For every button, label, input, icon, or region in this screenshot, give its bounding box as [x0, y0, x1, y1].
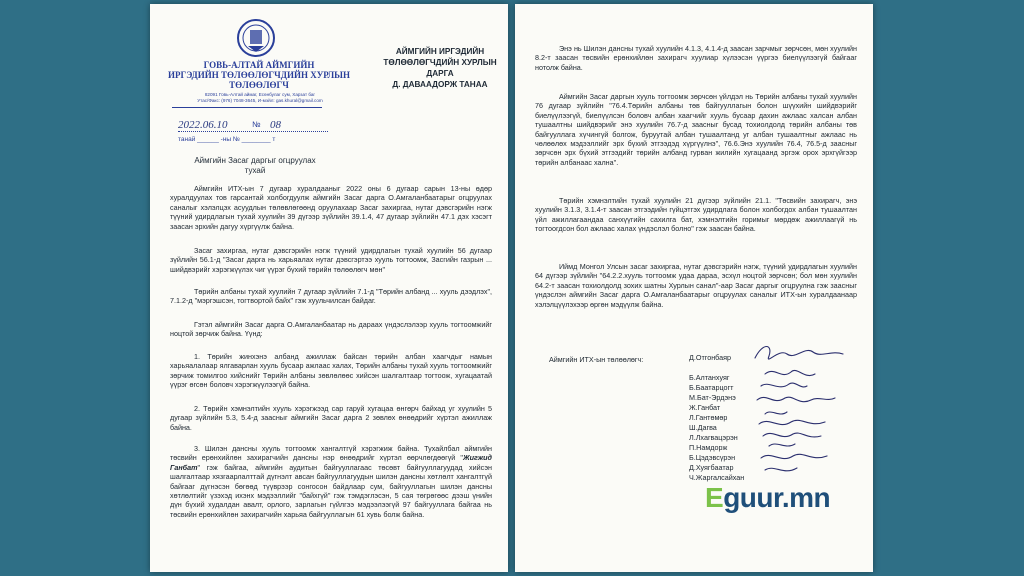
watermark-brand-rest: guur.mn — [723, 482, 831, 513]
signatory-name: Ш.Дагва — [689, 423, 717, 432]
signatory-name: Л.Лхагвацэрэн — [689, 433, 738, 442]
signatory-name: Д.Хуягбаатар — [689, 463, 734, 472]
org-line-2: ИРГЭДИЙН ТӨЛӨӨЛӨГЧДИЙН ХУРЛЫН — [167, 70, 350, 80]
handwritten-signatures — [735, 340, 855, 490]
signatory-name: Д.Отгонбаяр — [689, 353, 732, 362]
address-line-2: Утас/Факс: (976) 7048-3645, И-мэйл: gas.khural@gmail.com — [197, 98, 323, 103]
left-paragraph-6: 2. Төрийн хэмнэлтийн хууль хэрэгжээд сар гаруй хугацаа өнгөрч байхад уг хуулийн 5 дугаар зүйлийн 5.3, 5.4-д заасныг аймгийн Засаг дарга 2 зөвлөх өнөөдрийг хүртэл ажиллаж байна. — [170, 404, 492, 432]
addressee-line-2: ТӨЛӨӨЛӨГЧДИЙН ХУРЛЫН ДАРГА — [383, 58, 497, 78]
state-emblem-icon — [236, 18, 276, 58]
left-paragraph-3: Төрийн албаны тухай хуулийн 7 дугаар зүйлийн 7.1-д "Төрийн албанд ... хууль дээдлэх", 7.1.2-д "мэргэшсэн, тогтвортой байх" гэж хуульчилсан байдаг. — [170, 287, 492, 306]
signatory-name: Ч.Жаргалсайхан — [689, 473, 745, 482]
address-line-1: 82091 Говь-Алтай аймаг, Есөнбулаг сум, Харзат баг — [204, 92, 316, 97]
highlighted-account-name: Жигжид Ганбат — [170, 453, 492, 472]
subject-line-2: тухай — [244, 166, 266, 175]
letter-number: 08 — [270, 119, 281, 131]
eguur-watermark-logo — [705, 482, 830, 514]
letterhead-divider — [172, 107, 322, 108]
subject — [190, 156, 320, 176]
reply-to-line: танай ______ -ны № ________ т — [178, 136, 276, 143]
watermark-brand-e: E — [705, 482, 724, 513]
subject-line-1: Аймгийн Засаг даргыг огцруулах — [194, 156, 316, 165]
left-paragraph-4: Гэтэл аймгийн Засаг дарга О.Амгаланбаатар нь дараах үндэслэлээр хууль тогтоомжийг ноцтой зөрчиж байна. Үүнд: — [170, 320, 492, 339]
signatory-name: Б.Алтанхуяг — [689, 373, 730, 382]
left-paragraph-7: 3. Шилэн дансны хууль тогтоомж хангалтгүй хэрэгжиж байна. Тухайлбал аймгийн төсвийн ерөнхийлөн захирагчийн дансны нэр өнөөдрийг хүртэл өөрчлөгдөөгүй "Жигжид Ганбат" гэж байгаа, аймгийн аудитын байгууллагаас төсөвт байгууллагуудад хийсэн шалгалтаар хязгаарлалттай дүгнэлт авсан байгууллагуудын шилэн дансны хөтлөлт хангалтгүй байгааг дүгнэсэн бөгөөд түүврээр сонгосон байдлаар сум, байгууллагын шилэн дансны хөтлөлтийг үзэхэд ихэнх мэдээллийг "байхгүй" гэж тэмдэглэсэн, 5 сая төгрөгөөс дээш үнийн дүн бүхий худалдан авалт, орлого, зарлагын гүйлгээ мэдээлээгүй 97 байгууллага байгаа нь төсвийн ерөнхийлөн захирагчийн харьяа байгууллагын 61 хувь болж байна. — [170, 444, 492, 519]
letterhead-org — [164, 60, 354, 90]
right-paragraph-3: Төрийн хэмнэлтийн тухай хуулийн 21 дүгээр зүйлийн 21.1. "Төсвийн захирагч, энэ хуулийн 3.1.3, 3.1.4-т заасан этгээдийн гүйцэтгэх удирдлага болон холбогдох албан тушаалтан үйл ажиллагаандаа санхүүгийн сахилга бат, хэмнэлтийн горимыг мөрдөж ажиллаагүй нь тогтоогдсон бол ажлаас халах үндэслэл болно" гэж заасан байна. — [535, 196, 857, 234]
letter-date: 2022.06.10 — [178, 119, 228, 131]
signatory-name: Ж.Ганбат — [689, 403, 721, 412]
right-paragraph-2: Аймгийн Засаг даргын хууль тогтоомж зөрчсөн үйлдэл нь Төрийн албаны тухай хуулийн 76 дугаар зүйлийн "76.4.Төрийн албаны төв байгууллагын болон шүүхийн шийдвэрийг биелүүлээгүй, биелүүлсэн боловч албан хаагчийг хууль бусаар дахин ажлаас халсан албан тушаалтны шийдвэрийг энэ хуулийн 76.7-д заасныг бусад тохиолдолд төрийн албаны төв байгууллага хүчингүй болгож, буруутай албан тушаалтанд уг албан тушаалтныг ажлаас нь чөлөөлөх мэдээллийг эрх бүхий этгээдэд хүргүүлнэ", 76.6.Энэ хуулийн 76.4, 76.5-д заасныг зөрчсөн эрх бүхий этгээдийг төрийн албанд гурван жилийн хугацаанд эргэж орох эрхгүйгээр төрийн албанаас хална". — [535, 92, 857, 167]
signatory-name: Л.Гантөмөр — [689, 413, 728, 422]
signatures-label: Аймгийн ИТХ-ын төлөөлөгч: — [549, 355, 644, 364]
signatory-name: М.Бат-Эрдэнэ — [689, 393, 736, 402]
signatory-name: П.Намдорж — [689, 443, 728, 452]
document-page-right — [515, 4, 873, 572]
addressee — [375, 46, 505, 90]
left-paragraph-5: 1. Төрийн жинхэнэ албанд ажиллаж байсан төрийн албан хаагчдыг намын харьяалалаар ялгаварлан хууль бусаар ажлаас халах, Төрийн албаны тухай хууль тогтоомжийг зөрчиж томилгоо хийснийг Төрийн албаны зөвлөлөөс хийсэн шалгалтаар тогтоож, хугацаатай үүрэг өгсөн боловч хэрэгжүүлээгүй байна. — [170, 352, 492, 390]
addressee-line-3: Д. ДАВААДОРЖ ТАНАА — [392, 80, 488, 89]
left-paragraph-2: Засаг захиргаа, нутаг дэвсгэрийн нэгж түүний удирдлагын тухай хуулийн 56 дугаар зүйлийн 56.1-д "Засаг дарга нь харьяалах нутаг дэвсгэртээ хууль тогтоомж, Засгийн газрын ... шийдвэрийг хэрэгжүүлэх чиг үүрэг бүхий төрийн төлөөлөгч мөн" — [170, 246, 492, 274]
addressee-line-1: АЙМГИЙН ИРГЭДИЙН — [395, 47, 485, 56]
right-paragraph-4: Иймд Монгол Улсын засаг захиргаа, нутаг дэвсгэрийн нэгж, түүний удирдлагын хуулийн 64 дүгээр зүйлийн "64.2.2.хууль тогтоомж удаа дараа, эсхүл ноцтой зөрчсөн; бол мөн хуулийн 64.2-т заасан тохиолдолд зохих шатны Хурлын санал"-аар Засаг даргыг огцруулна гэж заасныг үндэслэн аймгийн Засаг дарга О.Амгаланбаатарыг огцруулах саналыг ИТХ-ын хуралдаанаар хэлэлцүүлэхээр өргөн мэдүүлж байна. — [535, 262, 857, 309]
letterhead-address — [170, 92, 350, 104]
right-paragraph-1: Энэ нь Шилэн дансны тухай хуулийн 4.1.3, 4.1.4-д заасан зарчмыг зөрчсөн, мөн хуулийн 8.2-т заасан төсвийн ерөнхийлөн захирагч хуулиар хүлээсэн үүргээ биелүүлээгүй байгааг нотолж байна. — [535, 44, 857, 72]
left-paragraph-1: Аймгийн ИТХ-ын 7 дугаар хуралдааныг 2022 оны 6 дугаар сарын 13-ны өдөр хуралдуулах тов гарсантай холбогдуулж аймгийн Засаг дарга О.Амгаланбаатарыг огцруулах саналыг хэлэлцэх асуудлын төлөвлөгөөнд оруулахаар Засаг захиргаа, нутаг дэвсгэрийн нэгж түүний удирдлагын тухай хуулийн 39 дүгээр зүйлийн 39.1.4, 47 дугаар зүйлийн 47.1 дэх хэсэгт заасан эрхийн дагуу хүргүүлж байна. — [170, 184, 492, 231]
document-page-left — [150, 4, 508, 572]
signatory-name: Б.Цэдэвсүрэн — [689, 453, 736, 462]
date-underline — [178, 131, 328, 132]
signatory-name: Б.Баатарцогт — [689, 383, 734, 392]
org-line-3: ТӨЛӨӨЛӨГЧ — [229, 80, 289, 90]
org-line-1: ГОВЬ-АЛТАЙ АЙМГИЙН — [203, 60, 315, 70]
number-mark: № — [252, 120, 261, 129]
